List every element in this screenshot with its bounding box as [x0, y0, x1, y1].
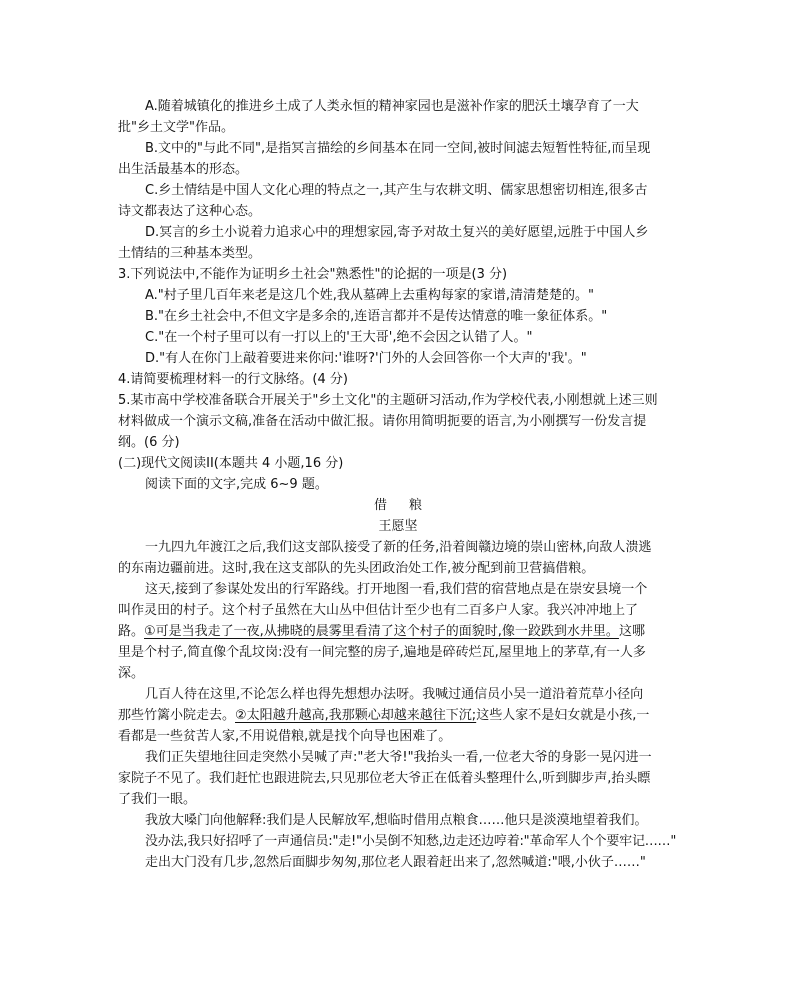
q2-option-c-line1: C.乡土情结是中国人文化心理的特点之一,其产生与农耕文明、儒家思想密切相连,很多古	[145, 183, 648, 198]
story-p2-line5: 深。	[118, 666, 145, 681]
story-p4-line2: 家院子不见了。我们赶忙也跟进院去,只见那位老大爷正在低着头整理什么,听到脚步声,抬头瞟	[118, 771, 651, 786]
q5-line2: 材料做成一个演示文稿,准备在活动中做汇报。请你用简明扼要的语言,为小刚撰写一份发言提	[118, 414, 647, 429]
q4-stem: 4.请简要梳理材料一的行文脉络。(4 分)	[118, 372, 348, 387]
q5-line3: 纲。(6 分)	[118, 435, 180, 450]
q5-line1: 5.某市高中学校准备联合开展关于"乡土文化"的主题研习活动,作为学校代表,小刚想就上述三则	[118, 393, 658, 408]
story-p5-line2: 没办法,我只好招呼了一声通信员:"走!"小吴倒不知愁,边走还边哼着:"革命军人个个要牢记……"	[145, 834, 677, 849]
story-p5-line1: 我放大嗓门向他解释:我们是人民解放军,想临时借用点粮食……他只是淡漠地望着我们。	[145, 813, 648, 828]
q2-option-c-line2: 诗文都表达了这种心态。	[118, 204, 262, 219]
section-instruction: 阅读下面的文字,完成 6~9 题。	[145, 477, 328, 492]
q3-stem: 3.下列说法中,不能作为证明乡土社会"熟悉性"的论据的一项是(3 分)	[118, 267, 508, 282]
story-p3-line2-post: 这些人家不是妇女就是小孩,一	[476, 708, 650, 723]
q3-option-c: C."在一个村子里可以有一打以上的'王大哥',绝不会因之认错了人。"	[145, 330, 533, 345]
underlined-sentence-2: ②太阳越升越高,我那颗心却越来越往下沉;	[235, 708, 477, 723]
story-p1-line2: 的东南边疆前进。这时,我在这支部队的先头团政治处工作,被分配到前卫营搞借粮。	[118, 561, 595, 576]
q2-option-d-line1: D.冥言的乡土小说着力追求心中的理想家园,寄予对故土复兴的美好愿望,远胜于中国人乡	[145, 225, 649, 240]
story-p3-line2-pre: 那些竹篱小院走去。	[118, 708, 236, 723]
story-p4-line3: 了我们一眼。	[118, 792, 197, 807]
story-p6-line1: 走出大门没有几步,忽然后面脚步匆匆,那位老人跟着赶出来了,忽然喊道:"喂,小伙子……"	[145, 855, 646, 870]
q3-option-a: A."村子里几百年来老是这几个姓,我从墓碑上去重构每家的家谱,清清楚楚的。"	[145, 288, 595, 303]
q2-option-a-line2: 批"乡土文学"作品。	[118, 120, 234, 135]
story-p2-line3-post: 这哪	[618, 624, 645, 639]
story-title: 借粮	[373, 498, 444, 513]
q2-option-b-line1: B.文中的"与此不同",是指冥言描绘的乡间基本在同一空间,被时间滤去短暂性特征,而呈现	[145, 141, 651, 156]
story-p3-line2	[118, 705, 678, 726]
q3-option-d: D."有人在你门上敲着要进来你问:'谁呀?'门外的人会回答你一个大声的'我'。"	[145, 351, 587, 366]
document-content	[118, 96, 678, 873]
story-p2-line3	[118, 621, 678, 642]
story-p3-line3: 看都是一些贫苦人家,不用说借粮,就是找个向导也困难了。	[118, 729, 452, 744]
story-p1-line1: 一九四九年渡江之后,我们这支部队接受了新的任务,沿着闽赣边境的崇山密林,向敌人溃逃	[145, 540, 652, 555]
story-p2-line3-pre: 路。	[118, 624, 145, 639]
q2-option-a-line1: A.随着城镇化的推进乡土成了人类永恒的精神家园也是滋补作家的肥沃土壤孕育了一大	[145, 99, 639, 114]
section-heading: (二)现代文阅读II(本题共 4 小题,16 分)	[118, 456, 344, 471]
story-p2-line2: 叫作灵田的村子。这个村子虽然在大山丛中但估计至少也有二百多户人家。我兴冲冲地上了	[118, 603, 639, 618]
q3-option-b: B."在乡土社会中,不但文字是多余的,连语言都并不是传达情意的唯一象征体系。"	[145, 309, 608, 324]
story-p2-line1: 这天,接到了参谋处发出的行军路线。打开地图一看,我们营的宿营地点是在崇安县境一个	[145, 582, 648, 597]
story-p4-line1: 我们正失望地往回走突然小吴喊了声:"老大爷!"我抬头一看,一位老大爷的身影一晃闪进一	[145, 750, 652, 765]
q2-option-d-line2: 土情结的三种基本类型。	[118, 246, 262, 261]
story-p3-line1: 几百人待在这里,不论怎么样也得先想想办法呀。我喊过通信员小吴一道沿着荒草小径向	[145, 687, 644, 702]
q2-option-b-line2: 出生活最基本的形态。	[118, 162, 249, 177]
story-p2-line4: 里是个村子,简直像个乱坟岗:没有一间完整的房子,遍地是碎砖烂瓦,屋里地上的茅草,有一人多	[118, 645, 646, 660]
underlined-sentence-1: ①可是当我走了一夜,从拂晓的晨雾里看清了这个村子的面貌时,像一跤跌到水井里。	[144, 624, 619, 639]
story-author: 王愿坚	[378, 519, 418, 534]
